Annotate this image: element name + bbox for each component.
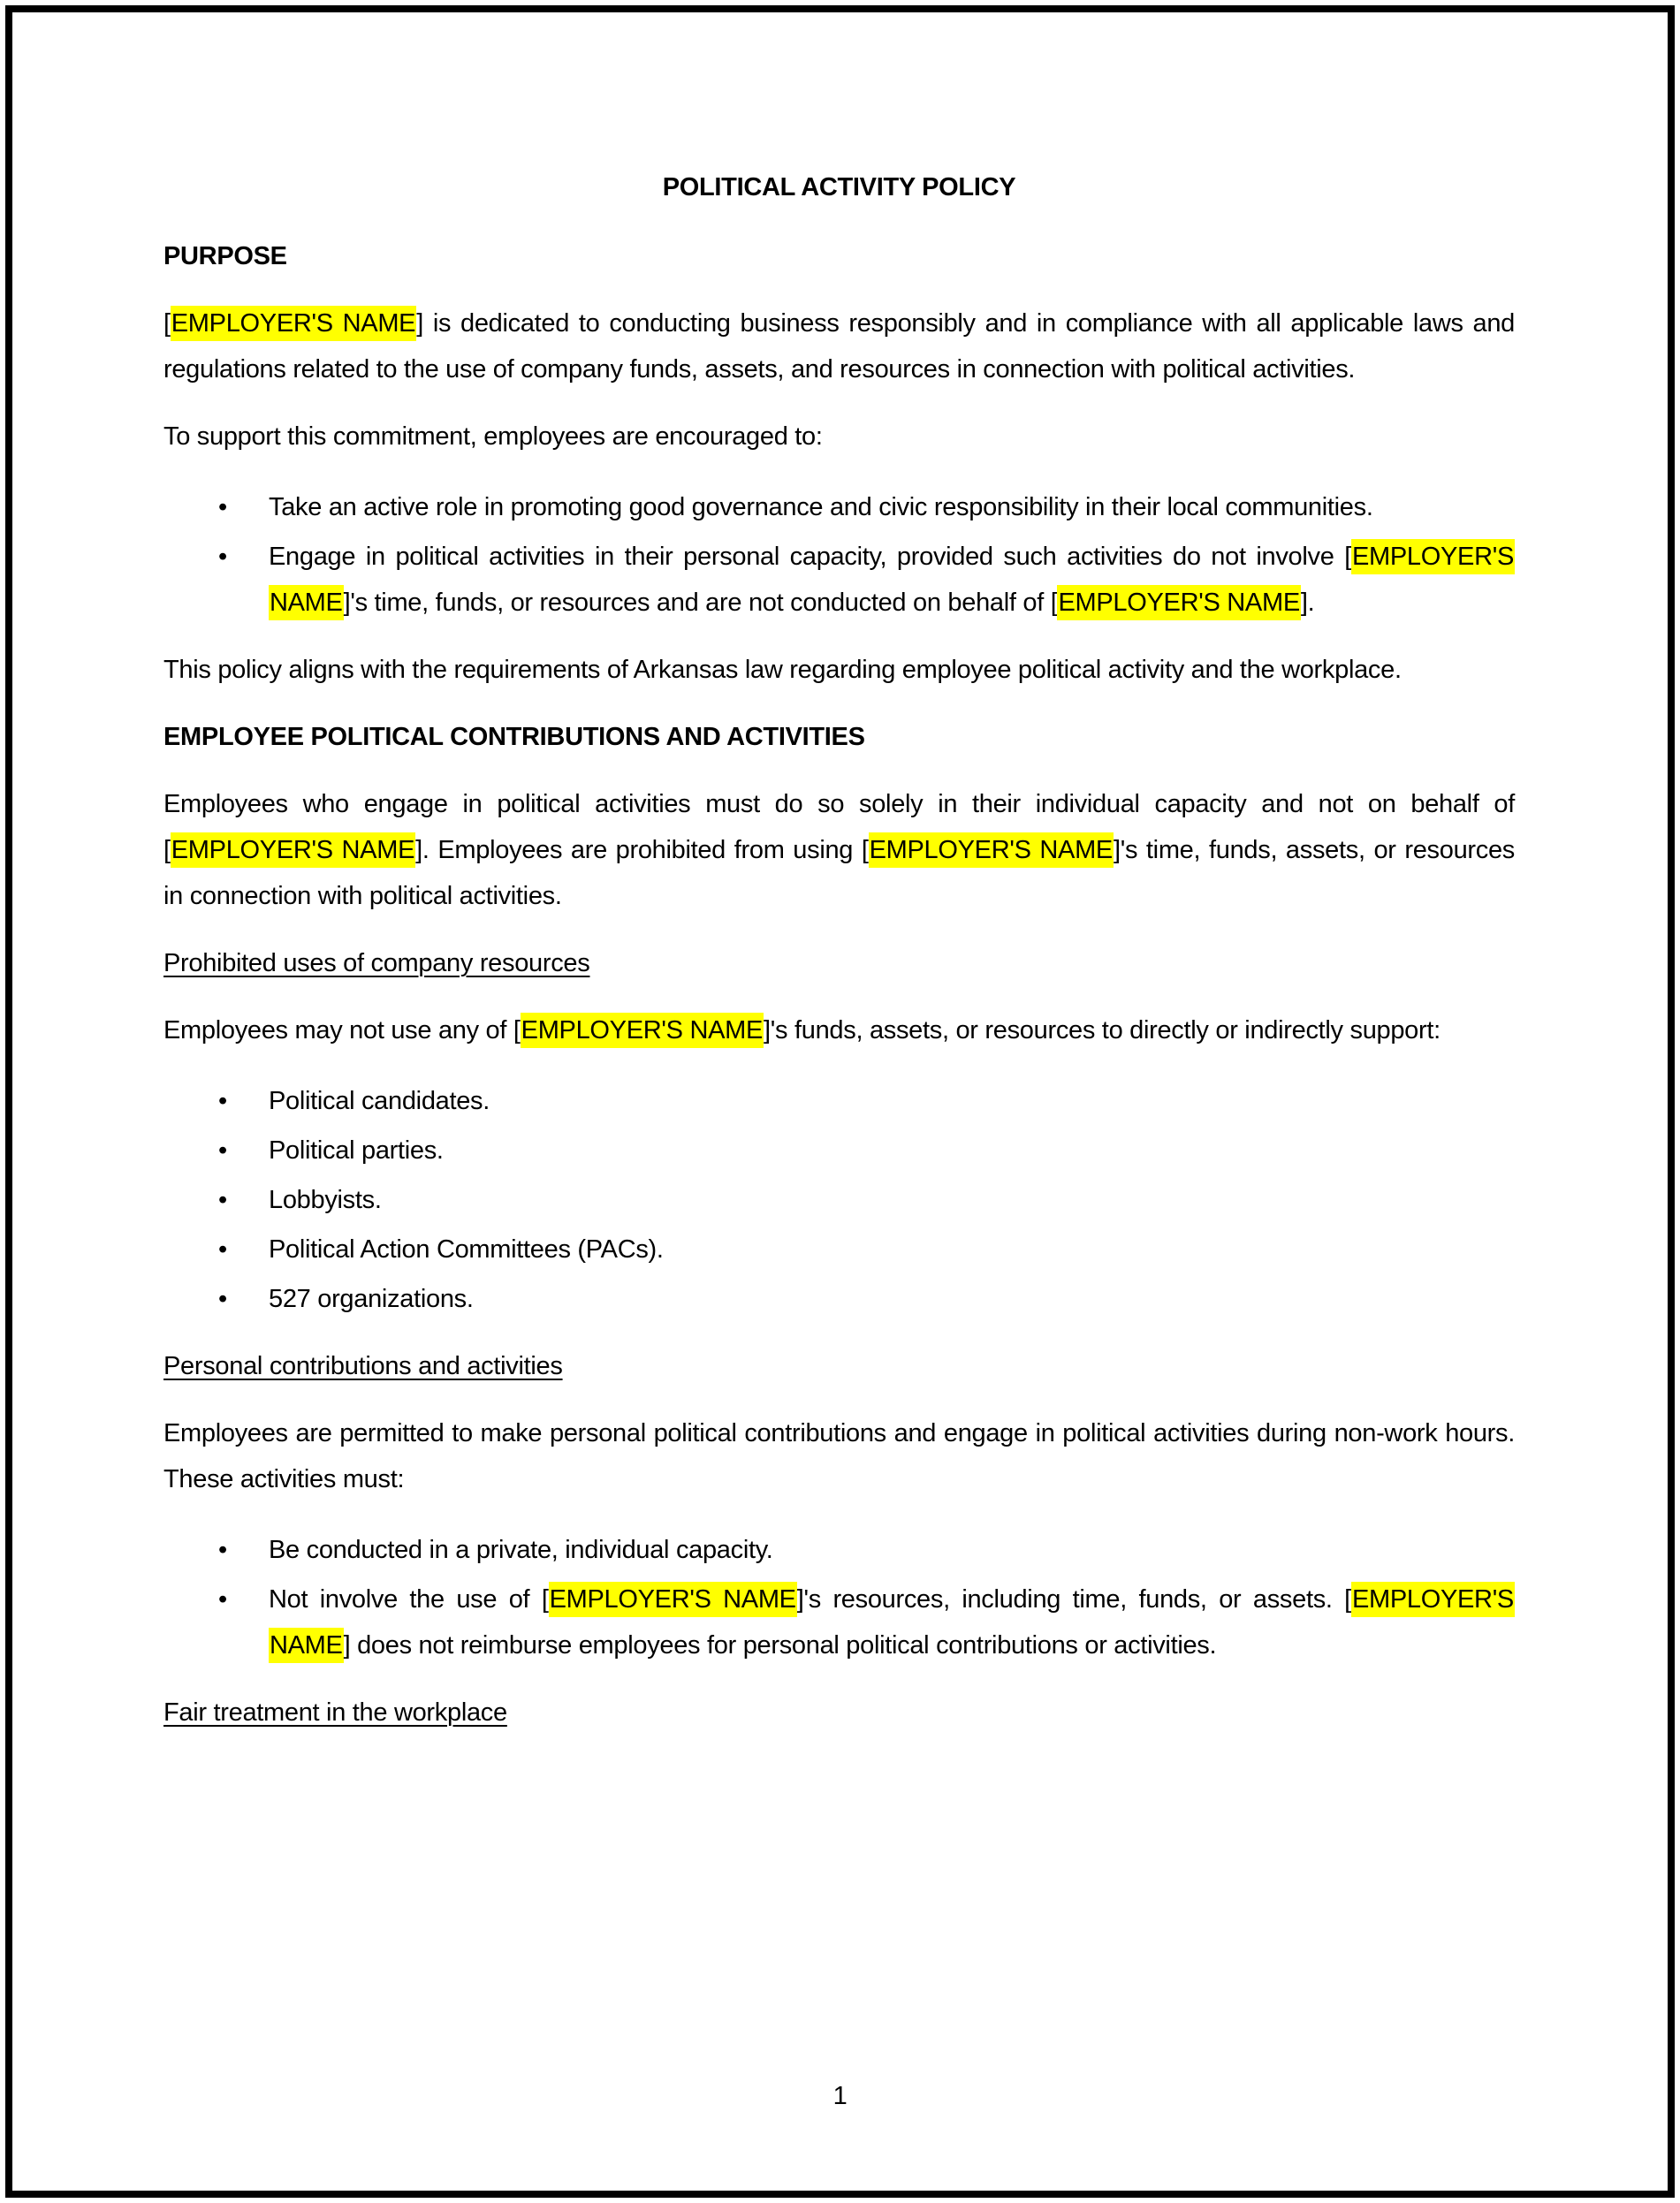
text-run: Employees may not use any of [: [163, 1016, 521, 1045]
paragraph: [163, 300, 1515, 392]
paragraph: [163, 1410, 1515, 1502]
text-run: [: [163, 309, 171, 338]
text-run: Political candidates.: [269, 1087, 490, 1115]
subheading: [163, 940, 1515, 986]
employer-name-highlight: EMPLOYER'S NAME: [171, 832, 415, 868]
text-run: Employees are permitted to make personal political contributions and engage in political activities during non-work hours. These activities must:: [163, 1419, 1515, 1493]
list-item: [163, 1576, 1515, 1668]
list-item: [163, 1527, 1515, 1573]
paragraph: [163, 781, 1515, 919]
bullet-icon: •: [218, 1136, 227, 1165]
text-run: ]'s time, funds, assets, or resources in connection with political activities.: [163, 836, 1515, 910]
text-run: Lobbyists.: [269, 1186, 382, 1214]
list-item: [163, 1078, 1515, 1124]
bullet-icon: •: [218, 1585, 227, 1614]
bullet-icon: •: [218, 493, 227, 521]
text-run: ]'s resources, including time, funds, or assets. [: [796, 1585, 1351, 1614]
paragraph: [163, 414, 1515, 460]
employer-name-highlight: EMPLOYER'S NAME: [869, 832, 1114, 868]
employer-name-highlight: EMPLOYER'S NAME: [521, 1013, 764, 1048]
list-item: [163, 1227, 1515, 1272]
text-run: Prohibited uses of company resources: [163, 949, 590, 977]
text-run: Employees who engage in political activities must do so solely in their individual capacity and not on behalf of [: [163, 790, 1515, 864]
text-run: Fair treatment in the workplace: [163, 1698, 507, 1727]
heading: [163, 233, 1515, 279]
heading: [163, 714, 1515, 760]
text-run: PURPOSE: [163, 242, 287, 270]
bullet-list: [163, 1078, 1515, 1322]
bullet-icon: •: [218, 1186, 227, 1214]
employer-name-highlight: EMPLOYER'S NAME: [549, 1582, 797, 1617]
list-item: [163, 1128, 1515, 1174]
list-item: [163, 1276, 1515, 1322]
page-title: POLITICAL ACTIVITY POLICY: [662, 173, 1016, 201]
text-run: Political Action Committees (PACs).: [269, 1235, 664, 1264]
page-number: 1: [832, 2082, 848, 2110]
text-run: ]'s time, funds, or resources and are not conducted on behalf of [: [343, 589, 1058, 617]
text-run: Take an active role in promoting good governance and civic responsibility in their local communities.: [269, 493, 1373, 521]
bullet-icon: •: [218, 1285, 227, 1313]
text-run: Be conducted in a private, individual capacity.: [269, 1536, 773, 1564]
text-run: Political parties.: [269, 1136, 444, 1165]
list-item: [163, 534, 1515, 626]
text-run: Not involve the use of [: [269, 1585, 549, 1614]
bullet-list: [163, 1527, 1515, 1668]
text-run: 527 organizations.: [269, 1285, 474, 1313]
subheading: [163, 1343, 1515, 1389]
list-item: [163, 1177, 1515, 1223]
text-run: ] is dedicated to conducting business responsibly and in compliance with all applicable laws and regulations related to the use of company funds, assets, and resources in connection with political activities.: [163, 309, 1515, 384]
employer-name-highlight: EMPLOYER'S NAME: [269, 539, 1515, 620]
paragraph: [163, 647, 1515, 693]
text-run: EMPLOYEE POLITICAL CONTRIBUTIONS AND ACTIVITIES: [163, 723, 865, 751]
text-run: Personal contributions and activities: [163, 1352, 563, 1380]
text-run: Engage in political activities in their personal capacity, provided such activities do not involve [: [269, 543, 1351, 571]
employer-name-highlight: EMPLOYER'S NAME: [1057, 585, 1300, 620]
text-run: ] does not reimburse employees for personal political contributions or activities.: [343, 1631, 1217, 1660]
text-run: ]. Employees are prohibited from using [: [415, 836, 869, 864]
text-run: This policy aligns with the requirements of Arkansas law regarding employee political activity and the workplace.: [163, 656, 1402, 684]
list-item: [163, 484, 1515, 530]
bullet-icon: •: [218, 1087, 227, 1115]
text-run: To support this commitment, employees are encouraged to:: [163, 422, 823, 451]
bullet-icon: •: [218, 543, 227, 571]
bullet-icon: •: [218, 1536, 227, 1564]
bullet-list: [163, 484, 1515, 626]
document-content: [163, 164, 1515, 1757]
document-blocks: [163, 233, 1515, 1736]
bullet-icon: •: [218, 1235, 227, 1264]
paragraph: [163, 1007, 1515, 1053]
text-run: ].: [1300, 589, 1315, 617]
subheading: [163, 1690, 1515, 1736]
employer-name-highlight: EMPLOYER'S NAME: [269, 1582, 1515, 1663]
employer-name-highlight: EMPLOYER'S NAME: [171, 306, 416, 341]
text-run: ]'s funds, assets, or resources to directly or indirectly support:: [764, 1016, 1441, 1045]
